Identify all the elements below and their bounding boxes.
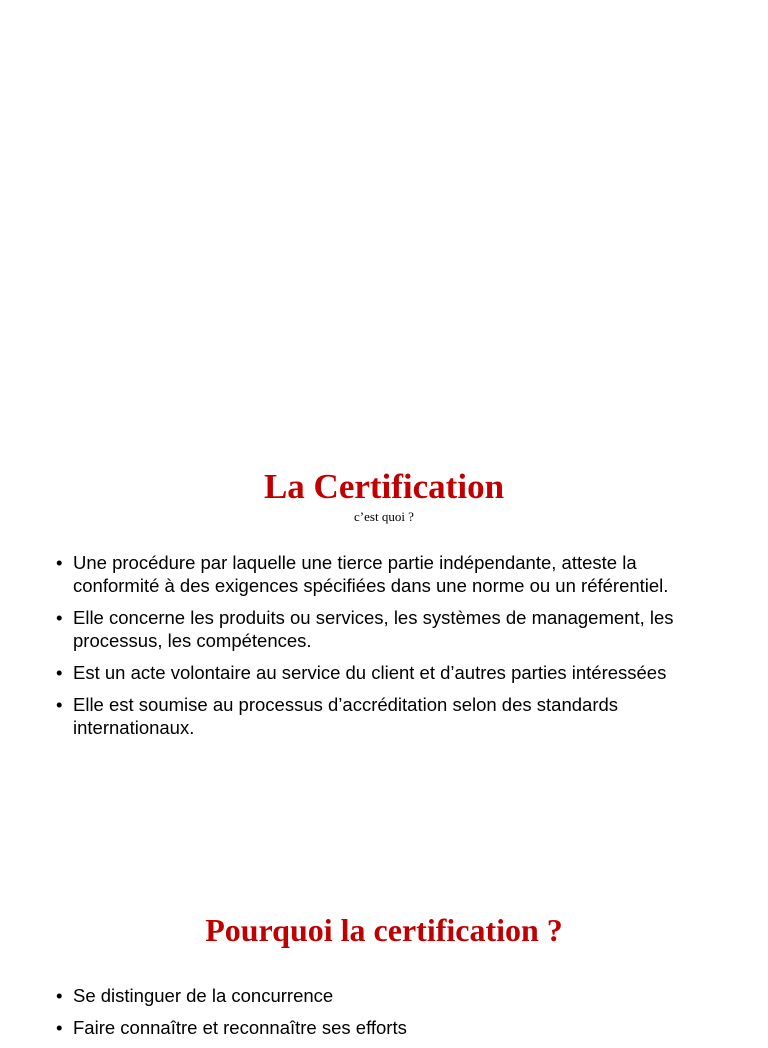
- bullet-icon: •: [56, 552, 63, 573]
- bullet-icon: •: [56, 694, 63, 715]
- bullet-icon: •: [56, 1017, 63, 1038]
- section-subtitle: c’est quoi ?: [354, 509, 414, 524]
- bullet-item: [56, 606, 716, 652]
- why-certification-bullet-list: [56, 984, 716, 1048]
- section-title-why-certification: Pourquoi la certification ?: [205, 912, 563, 948]
- bullet-text: Une procédure par laquelle une tierce partie indépendante, atteste la conformité à des exigences spécifiées dans une norme ou un référentiel.: [73, 552, 669, 596]
- bullet-item: [56, 551, 716, 597]
- bullet-item: [56, 1016, 716, 1039]
- bullet-icon: •: [56, 607, 63, 628]
- bullet-item: [56, 693, 716, 739]
- bullet-text: Est un acte volontaire au service du client et d’autres parties intéressées: [73, 662, 667, 683]
- bullet-icon: •: [56, 662, 63, 683]
- certification-bullet-list: [56, 551, 716, 748]
- bullet-text: Elle concerne les produits ou services, les systèmes de management, les processus, les compétences.: [73, 607, 674, 651]
- bullet-item: [56, 984, 716, 1007]
- section-title-certification: La Certification: [263, 467, 505, 506]
- bullet-text: Elle est soumise au processus d’accréditation selon des standards internationaux.: [73, 694, 619, 738]
- bullet-icon: •: [56, 985, 63, 1006]
- bullet-item: [56, 661, 716, 684]
- bullet-text: Faire connaître et reconnaître ses efforts: [73, 1017, 407, 1038]
- bullet-text: Se distinguer de la concurrence: [73, 985, 334, 1006]
